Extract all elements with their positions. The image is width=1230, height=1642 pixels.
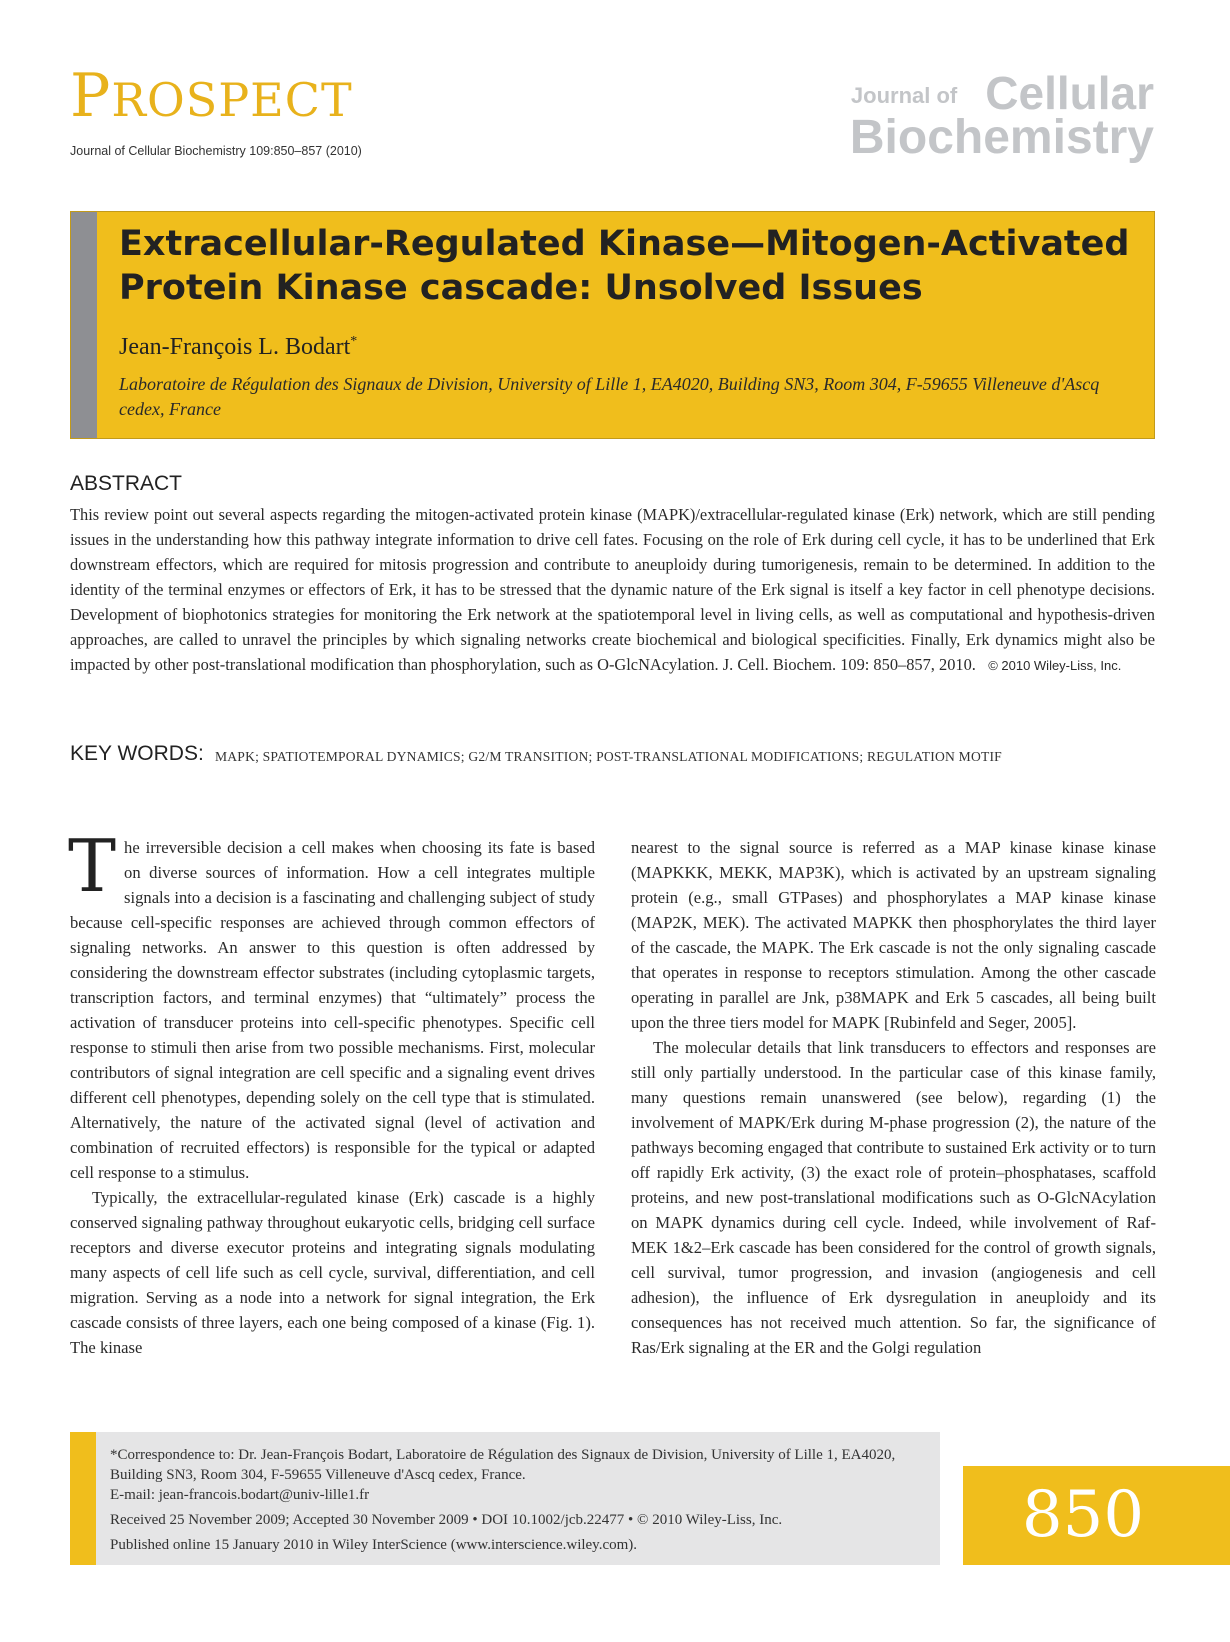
footnote-box bbox=[70, 1432, 940, 1565]
journal-citation: Journal of Cellular Biochemistry 109:850–857 (2010) bbox=[70, 144, 362, 158]
journal-logo-biochemistry: Biochemistry bbox=[849, 111, 1154, 164]
correspondence-email: E-mail: jean-francois.bodart@univ-lille1.fr bbox=[110, 1487, 370, 1503]
page-number-box bbox=[963, 1466, 1230, 1565]
abstract-body bbox=[70, 502, 1155, 678]
footnote-box-stripe bbox=[70, 1432, 96, 1565]
author-affiliation: Laboratoire de Régulation des Signaux de Division, University of Lille 1, EA4020, Building SN3, Room 304, F-59655 Villeneuve d'Ascq cedex, France bbox=[119, 374, 1100, 419]
abstract-heading: ABSTRACT bbox=[70, 472, 183, 495]
title-box-stripe bbox=[71, 212, 97, 438]
body-column-right bbox=[631, 835, 1156, 1360]
journal-logo bbox=[849, 67, 1154, 164]
author-name bbox=[119, 334, 357, 361]
journal-logo-of: Journal of bbox=[850, 83, 958, 108]
section-label bbox=[70, 61, 353, 131]
section-label-initial: P bbox=[70, 61, 112, 131]
body-column-left bbox=[68, 824, 595, 1360]
keywords-heading: KEY WORDS: bbox=[70, 742, 204, 765]
title-box bbox=[70, 211, 1155, 439]
author-name-text: Jean-François L. Bodart bbox=[119, 334, 351, 360]
body-paragraph: Typically, the extracellular-regulated kinase (Erk) cascade is a highly conserved signaling pathway throughout eukaryotic cells, bridging cell surface receptors and diverse executor proteins and integrating signals modulating many aspects of cell life such as cell cycle, survival, differentiation, and cell migration. Serving as a node into a network for signal integration, the Erk cascade consists of three layers, each one being composed of a kinase (Fig. 1). The kinase bbox=[70, 1188, 595, 1357]
author-correspondence-mark: * bbox=[350, 334, 358, 349]
received-accepted-line: Received 25 November 2009; Accepted 30 November 2009 • DOI 10.1002/jcb.22477 • © 2010 Wiley-Liss, Inc. bbox=[110, 1512, 783, 1528]
abstract-text: This review point out several aspects regarding the mitogen-activated protein kinase (MAPK)/extracellular-regulated kinase (Erk) network, which are still pending issues in the understanding how this pathway integrate information to drive cell fates. Focusing on the role of Erk during cell cycle, it has to be underlined that Erk downstream effectors, which are required for mitosis progression and contribute to aneuploidy during tumorigenesis, remain to be determined. In addition to the identity of the terminal enzymes or effectors of Erk, it has to be stressed that the dynamic nature of the Erk signal is itself a key factor in cell phenotype decisions. Development of biophotonics strategies for monitoring the Erk network at the spatiotemporal level in living cells, as well as computational and hypothesis-driven approaches, are called to unravel the principles by which signaling networks create biochemical and biological specificities. Finally, Erk dynamics might also be impacted by other post-translational modification than phosphorylation, such as O-GlcNAcylation. J. Cell. Biochem. 109: 850–857, 2010. bbox=[70, 505, 1155, 674]
abstract-copyright: © 2010 Wiley-Liss, Inc. bbox=[988, 658, 1122, 673]
correspondence-address: *Correspondence to: Dr. Jean-François Bodart, Laboratoire de Régulation des Signaux de Division, University of Lille 1, EA4020, Building SN3, Room 304, F-59655 Villeneuve d'Ascq cedex, France. bbox=[110, 1447, 896, 1483]
journal-logo-cellular: Cellular bbox=[985, 67, 1154, 119]
published-online-line: Published online 15 January 2010 in Wiley InterScience (www.interscience.wiley.com). bbox=[110, 1537, 638, 1553]
section-label-rest: ROSPECT bbox=[111, 73, 353, 127]
body-paragraph: nearest to the signal source is referred as a MAP kinase kinase kinase (MAPKKK, MEKK, MAP3K), which is activated by an upstream signaling protein (e.g., small GTPases) and phosphorylates a MAP kinase kinase (MAP2K, MEK). The activated MAPKK then phosphorylates the third layer of the cascade, the MAPK. The Erk cascade is not the only signaling cascade that operates in response to receptors stimulation. Among the other cascade operating in parallel are Jnk, p38MAPK and Erk 5 cascades, all being built upon the three tiers model for MAPK [Rubinfeld and Seger, 2005]. bbox=[631, 838, 1156, 1032]
keywords-list: MAPK; SPATIOTEMPORAL DYNAMICS; G2/M TRANSITION; POST-TRANSLATIONAL MODIFICATIONS; REGULATION MOTIF bbox=[215, 749, 1002, 764]
body-paragraph: The molecular details that link transducers to effectors and responses are still only partially understood. In the particular case of this kinase family, many questions remain unanswered (see below), regarding (1) the involvement of MAPK/Erk during M-phase progression (2), the nature of the pathways becoming engaged that contribute to sustained Erk activity or to turn off rapidly Erk activity, (3) the exact role of protein–phosphatases, scaffold proteins, and new post-translational modifications such as O-GlcNAcylation on MAPK dynamics during cell cycle. Indeed, while involvement of Raf-MEK 1&2–Erk cascade has been considered for the control of growth signals, cell survival, tumor progression, and invasion (angiogenesis and cell adhesion), the influence of Erk dysregulation in aneuploidy and its consequences has not received much attention. So far, the significance of Ras/Erk signaling at the ER and the Golgi regulation bbox=[631, 1038, 1156, 1357]
article-title: Extracellular-Regulated Kinase—Mitogen-Activated Protein Kinase cascade: Unsolved Issues bbox=[119, 224, 1130, 308]
body-paragraph bbox=[68, 824, 595, 1185]
drop-cap: T bbox=[68, 824, 117, 908]
body-paragraph-text: he irreversible decision a cell makes when choosing its fate is based on diverse sources of information. How a cell integrates multiple signals into a decision is a fascinating and challenging subject of study because cell-specific responses are achieved through common effectors of signaling networks. An answer to this question is often addressed by considering the downstream effector substrates (including cytoplasmic targets, transcription factors, and terminal enzymes) that “ultimately” process the activation of transducer proteins into cell-specific phenotypes. Specific cell response to stimuli then arise from two possible mechanisms. First, molecular contributors of signal integration are cell specific and a signaling event drives different cell phenotypes, depending solely on the cell type that is stimulated. Alternatively, the nature of the activated signal (level of activation and combination of recruited effectors) is responsible for the typical or adapted cell response to a stimulus. bbox=[70, 838, 595, 1182]
correspondence-note bbox=[110, 1445, 930, 1505]
page-number: 850 bbox=[1021, 1478, 1145, 1552]
